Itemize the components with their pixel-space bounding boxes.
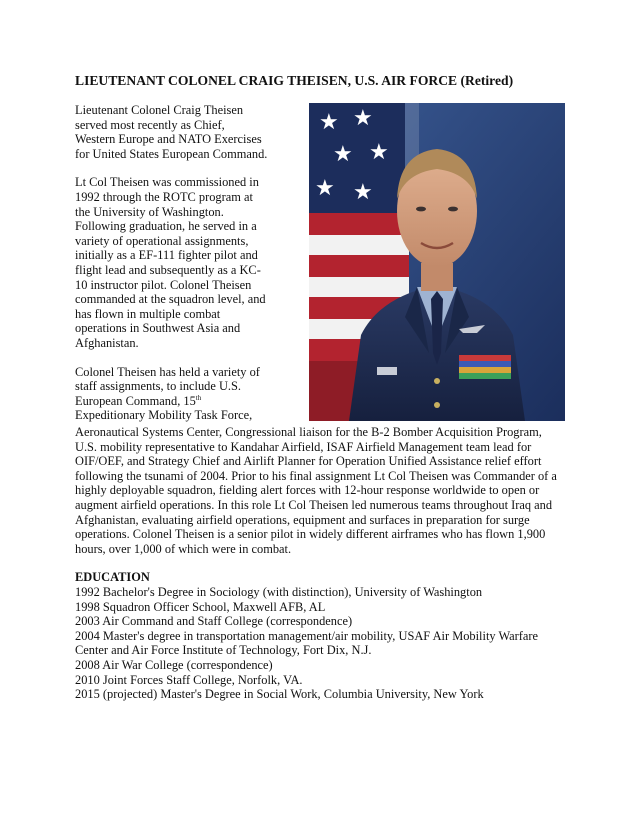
education-item: 2008 Air War College (correspondence) — [75, 657, 273, 672]
svg-text:★: ★ — [315, 176, 335, 201]
paragraph-1: Lieutenant Colonel Craig Theisen served most recently as Chief, Western Europe and NATO Exercises for United States European Command. — [75, 103, 268, 161]
paragraph-2: Lt Col Theisen was commissioned in 1992 through the ROTC program at the University of Washington. Following graduation, he served in a variety of operational assignments, initially as a EF-111 fighter pilot and flight lead and subsequently as a KC- 10 instructor pilot. Colonel Theisen commanded at the squadron level, and has flown in multiple combat operations in Southwest Asia and Afghanistan. — [75, 175, 266, 350]
education-heading: EDUCATION — [75, 570, 150, 585]
superscript-th: th — [195, 393, 202, 402]
portrait-photo — [309, 103, 565, 421]
ribbon-rack — [459, 355, 511, 379]
education-item: 1998 Squadron Officer School, Maxwell AFB, AL — [75, 599, 326, 614]
document-page — [75, 73, 565, 702]
paragraph-3: Colonel Theisen has held a variety of staff assignments, to include U.S. European Command, 15th Expeditionary Mobility Task Force, — [75, 364, 260, 423]
svg-text:★: ★ — [369, 140, 389, 165]
education-item: 2004 Master's degree in transportation management/air mobility, USAF Air Mobility Warfare Center and Air Force Institute of Technology, Fort Dix, N.J. — [75, 628, 539, 658]
svg-text:★: ★ — [353, 180, 373, 205]
svg-text:★: ★ — [333, 142, 353, 167]
svg-text:★: ★ — [353, 106, 373, 131]
paragraph-3-continuation: Aeronautical Systems Center, Congressional liaison for the B-2 Bomber Acquisition Program, U.S. mobility representative to Kandahar Airfield, ISAF Airfield Management team lead for OIF/OEF, and Strategy Chief and Airlift Planner for Operation Unified Assistance relief effort following the tsunami of 2004. Prior to his final assignment Lt Col Theisen was Commander of a highly deployable squadron, fielding alert forces with 12-hour response worldwide to open or augment airfield operations. In this role Lt Col Theisen led numerous teams throughout Iraq and Afghanistan, evaluating airfield operations, equipment and surfaces in preparation for surge operations. Colonel Theisen is a senior pilot in widely different airframes who has flown 1,900 hours, over 1,000 of which were in combat. — [75, 425, 557, 556]
education-list — [75, 585, 565, 702]
education-item: 2015 (projected) Master's Degree in Social Work, Columbia University, New York — [75, 687, 484, 702]
page-title: LIEUTENANT COLONEL CRAIG THEISEN, U.S. AIR FORCE (Retired) — [75, 73, 514, 88]
svg-text:★: ★ — [319, 110, 339, 135]
name-tag — [377, 367, 397, 375]
education-item: 2003 Air Command and Staff College (correspondence) — [75, 614, 353, 629]
education-item: 2010 Joint Forces Staff College, Norfolk, VA. — [75, 672, 303, 687]
education-item: 1992 Bachelor's Degree in Sociology (with distinction), University of Washington — [75, 584, 483, 599]
